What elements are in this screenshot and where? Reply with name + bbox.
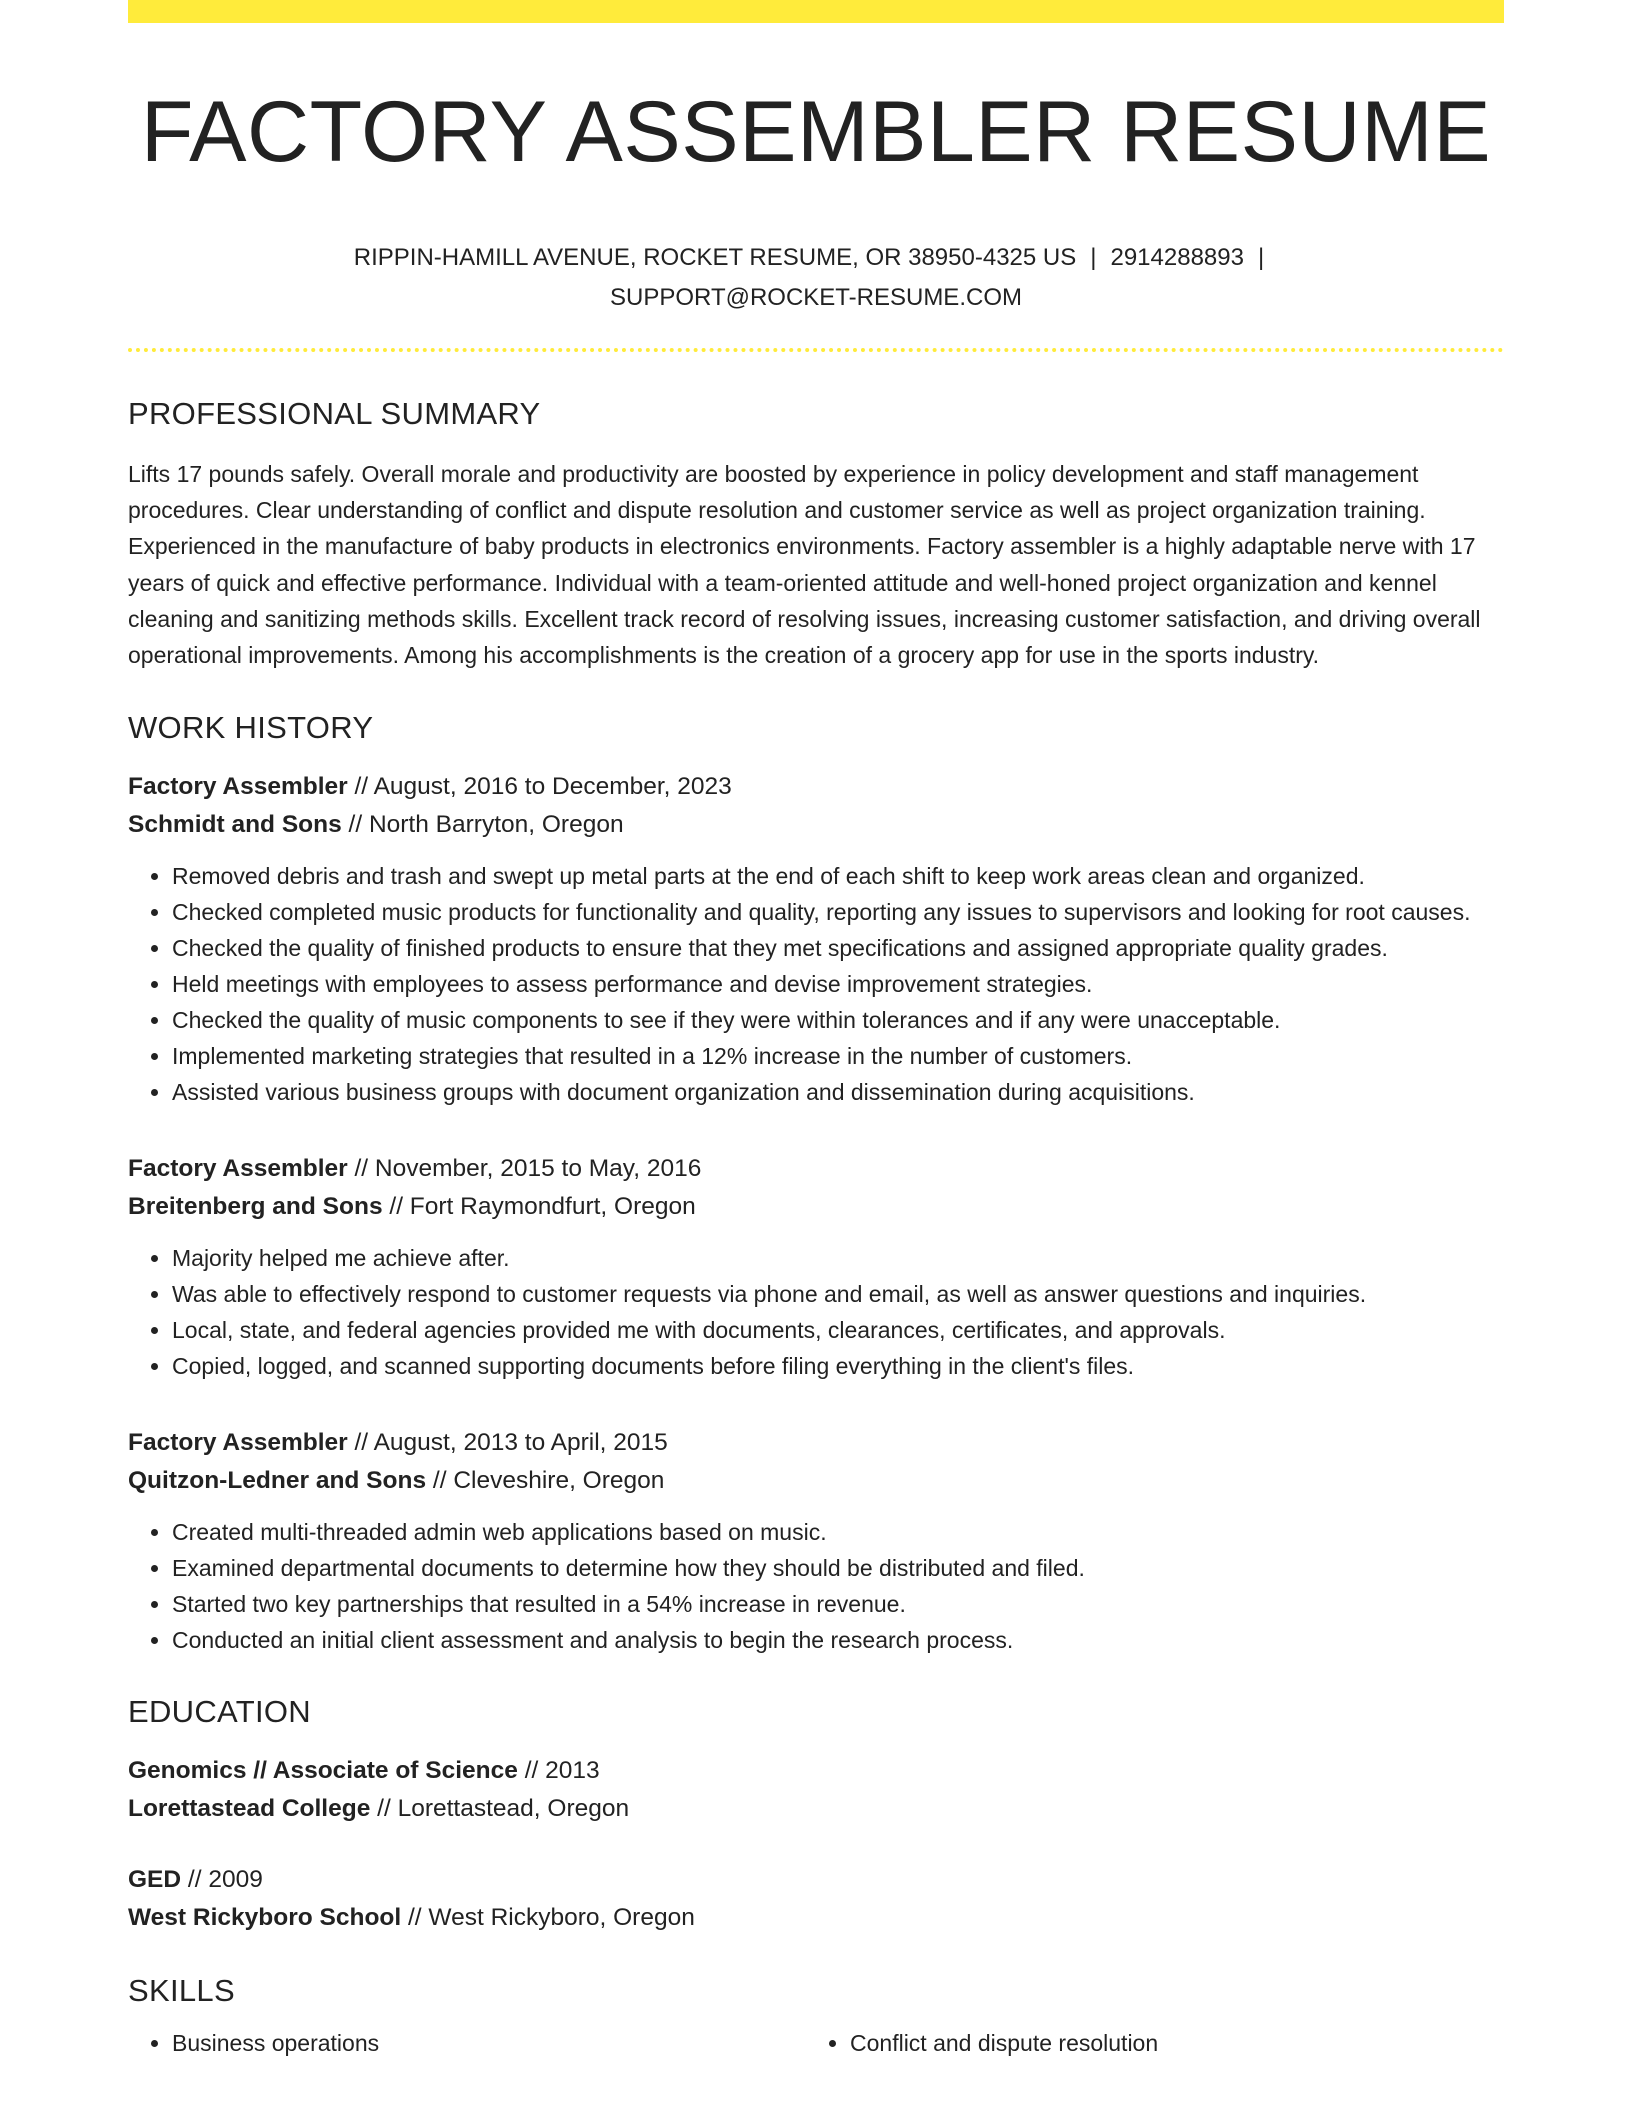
degree: Genomics // Associate of Science [128, 1756, 518, 1784]
summary-text: Lifts 17 pounds safely. Overall morale and productivity are boosted by experience in policy development and staff management procedures. Clear understanding of conflict and dispute resolution and customer service as well as project organization training. Experienced in the manufacture of baby products in electronics environments. Factory assembler is a highly adaptable nerve with 17 years of quick and effective performance. Individual with a team-oriented attitude and well-honed project organization and kennel cleaning and sanitizing methods skills. Excellent track record of resolving issues, increasing customer satisfaction, and driving overall operational improvements. Among his accomplishments is the creation of a grocery app for use in the sports industry. [128, 460, 1481, 669]
list-item: • Copied, logged, and scanned supporting documents before filing everything in the client's files. [172, 1348, 1504, 1384]
education-entry [128, 1861, 1504, 1937]
accent-bar [128, 0, 1504, 23]
list-item: • Implemented marketing strategies that resulted in a 12% increase in the number of customers. [172, 1038, 1504, 1074]
degree-line [128, 1861, 1504, 1899]
job-company-line [128, 1462, 1504, 1500]
job-title-line [128, 1150, 1504, 1188]
degree-year: // 2013 [524, 1756, 600, 1784]
list-item: • Created multi-threaded admin web applications based on music. [172, 1514, 1504, 1550]
list-item: • Examined departmental documents to determine how they should be distributed and filed. [172, 1550, 1504, 1586]
job-title: Factory Assembler [128, 1428, 348, 1456]
list-item: • Checked the quality of finished products to ensure that they met specifications and assigned appropriate quality grades. [172, 930, 1504, 966]
list-item: • Checked the quality of music components to see if they were within tolerances and if any were unacceptable. [172, 1002, 1504, 1038]
list-item: • Assisted various business groups with document organization and dissemination during acquisitions. [172, 1074, 1504, 1110]
list-item: • Conducted an initial client assessment and analysis to begin the research process. [172, 1622, 1504, 1658]
resume-page [128, 0, 1504, 2061]
job-company: Breitenberg and Sons [128, 1192, 383, 1220]
job-company-line [128, 1188, 1504, 1226]
school: West Rickyboro School [128, 1903, 402, 1931]
school-location: // Lorettastead, Oregon [377, 1794, 630, 1822]
job-company: Schmidt and Sons [128, 810, 342, 838]
job-title: Factory Assembler [128, 772, 348, 800]
job-bullets [128, 1514, 1504, 1658]
contact-info [128, 238, 1504, 318]
dotted-divider [128, 348, 1504, 352]
job-company: Quitzon-Ledner and Sons [128, 1466, 427, 1494]
job-location: // Fort Raymondfurt, Oregon [389, 1192, 696, 1220]
list-item: • Majority helped me achieve after. [172, 1240, 1504, 1276]
section-heading: PROFESSIONAL SUMMARY [128, 395, 541, 431]
skills-list [128, 2025, 1504, 2061]
job-dates: // November, 2015 to May, 2016 [354, 1154, 702, 1182]
job-bullets [128, 858, 1504, 1110]
school-line [128, 1899, 1504, 1937]
job-dates: // August, 2016 to December, 2023 [354, 772, 732, 800]
school-line [128, 1790, 1504, 1828]
degree-line [128, 1752, 1504, 1790]
contact-address: RIPPIN-HAMILL AVENUE, ROCKET RESUME, OR 38950-4325 US [353, 243, 1077, 271]
summary-section [128, 396, 1504, 674]
job-location: // North Barryton, Oregon [348, 810, 624, 838]
school-location: // West Rickyboro, Oregon [408, 1903, 695, 1931]
job-company-line [128, 806, 1504, 844]
degree: GED [128, 1865, 182, 1893]
job-title-line [128, 768, 1504, 806]
job-entry [128, 1424, 1504, 1658]
contact-separator: | [1090, 243, 1097, 271]
section-heading: EDUCATION [128, 1693, 311, 1729]
education-section [128, 1694, 1504, 1937]
job-title-line [128, 1424, 1504, 1462]
degree-year: // 2009 [187, 1865, 263, 1893]
list-item: • Held meetings with employees to assess performance and devise improvement strategies. [172, 966, 1504, 1002]
list-item: • Was able to effectively respond to customer requests via phone and email, as well as answer questions and inquiries. [172, 1276, 1504, 1312]
skill-item: • Conflict and dispute resolution [850, 2025, 1484, 2061]
work-history-section [128, 710, 1504, 1658]
job-bullets [128, 1240, 1504, 1384]
section-heading: WORK HISTORY [128, 709, 374, 745]
contact-phone: 2914288893 [1110, 243, 1244, 271]
page-title: FACTORY ASSEMBLER RESUME [140, 84, 1492, 180]
job-dates: // August, 2013 to April, 2015 [354, 1428, 668, 1456]
skill-item: • Business operations [172, 2025, 806, 2061]
contact-separator: | [1257, 243, 1265, 271]
education-entry [128, 1752, 1504, 1828]
job-location: // Cleveshire, Oregon [432, 1466, 665, 1494]
section-heading: SKILLS [128, 1972, 235, 2008]
contact-email: SUPPORT@ROCKET-RESUME.COM [610, 283, 1022, 311]
skills-section [128, 1973, 1504, 2061]
school: Lorettastead College [128, 1794, 371, 1822]
list-item: • Checked completed music products for functionality and quality, reporting any issues to supervisors and looking for root causes. [172, 894, 1504, 930]
job-title: Factory Assembler [128, 1154, 348, 1182]
job-entry [128, 768, 1504, 1110]
list-item: • Removed debris and trash and swept up metal parts at the end of each shift to keep work areas clean and organized. [172, 858, 1504, 894]
list-item: • Started two key partnerships that resulted in a 54% increase in revenue. [172, 1586, 1504, 1622]
list-item: • Local, state, and federal agencies provided me with documents, clearances, certificates, and approvals. [172, 1312, 1504, 1348]
job-entry [128, 1150, 1504, 1384]
